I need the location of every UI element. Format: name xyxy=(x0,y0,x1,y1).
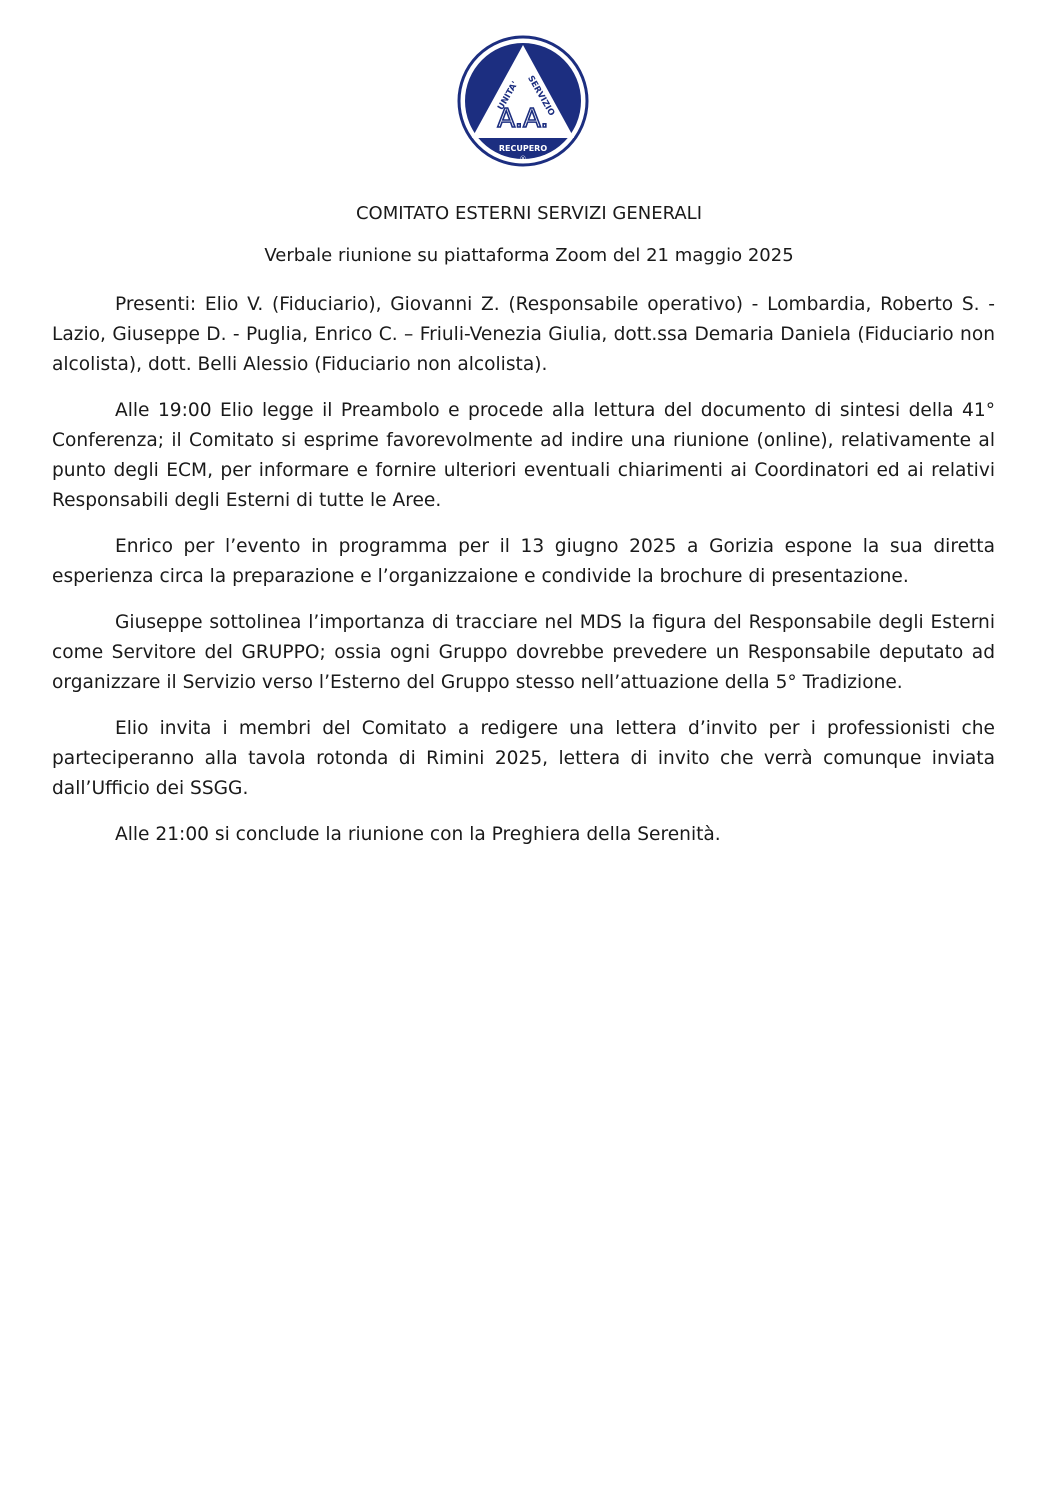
paragraph-invitation: Elio invita i membri del Comitato a redigere una lettera d’invito per i professionisti che parteciperanno alla tavola rotonda di Rimini 2025, lettera di invito che verrà comunque inviata dall’Ufficio dei SSGG. xyxy=(52,718,995,799)
logo-text-left: UNITA' xyxy=(496,79,521,113)
aa-logo xyxy=(457,35,589,167)
document-body xyxy=(52,290,995,866)
logo-text-right: SERVIZIO xyxy=(525,74,557,118)
paragraph-closing: Alle 21:00 si conclude la riunione con la Preghiera della Serenità. xyxy=(115,824,721,845)
logo-registered-mark: ® xyxy=(519,155,527,163)
document-title: COMITATO ESTERNI SERVIZI GENERALI xyxy=(355,203,703,224)
paragraph-event-gorizia: Enrico per l’evento in programma per il 13 giugno 2025 a Gorizia espone la sua diretta esperienza circa la preparazione e l’organizzaione e condivide la brochure di presentazione. xyxy=(52,536,995,587)
paragraph-opening: Alle 19:00 Elio legge il Preambolo e procede alla lettura del documento di sintesi della 41° Conferenza; il Comitato si esprime favorevolmente ad indire una riunione (online), relativamente al punto degli ECM, per informare e fornire ulteriori eventuali chiarimenti ai Coordinatori ed ai relativi Responsabili degli Esterni di tutte le Aree. xyxy=(52,400,995,511)
logo-center-letters: A.A. xyxy=(497,104,549,134)
aa-logo-graphic xyxy=(457,35,589,167)
logo-text-bottom: RECUPERO xyxy=(498,144,548,153)
document-subtitle: Verbale riunione su piattaforma Zoom del 21 maggio 2025 xyxy=(264,245,794,266)
paragraph-attendees: Presenti: Elio V. (Fiduciario), Giovanni Z. (Responsabile operativo) - Lombardia, Roberto S. - Lazio, Giuseppe D. - Puglia, Enrico C. – Friuli-Venezia Giulia, dott.ssa Demaria Daniela (Fiduciario non alcolista), dott. Belli Alessio (Fiduciario non alcolista). xyxy=(52,294,995,375)
paragraph-responsabile: Giuseppe sottolinea l’importanza di tracciare nel MDS la figura del Responsabile degli Esterni come Servitore del GRUPPO; ossia ogni Gruppo dovrebbe prevedere un Responsabile deputato ad organizzare il Servizio verso l’Esterno del Gruppo stesso nell’attuazione della 5° Tradizione. xyxy=(52,612,995,693)
